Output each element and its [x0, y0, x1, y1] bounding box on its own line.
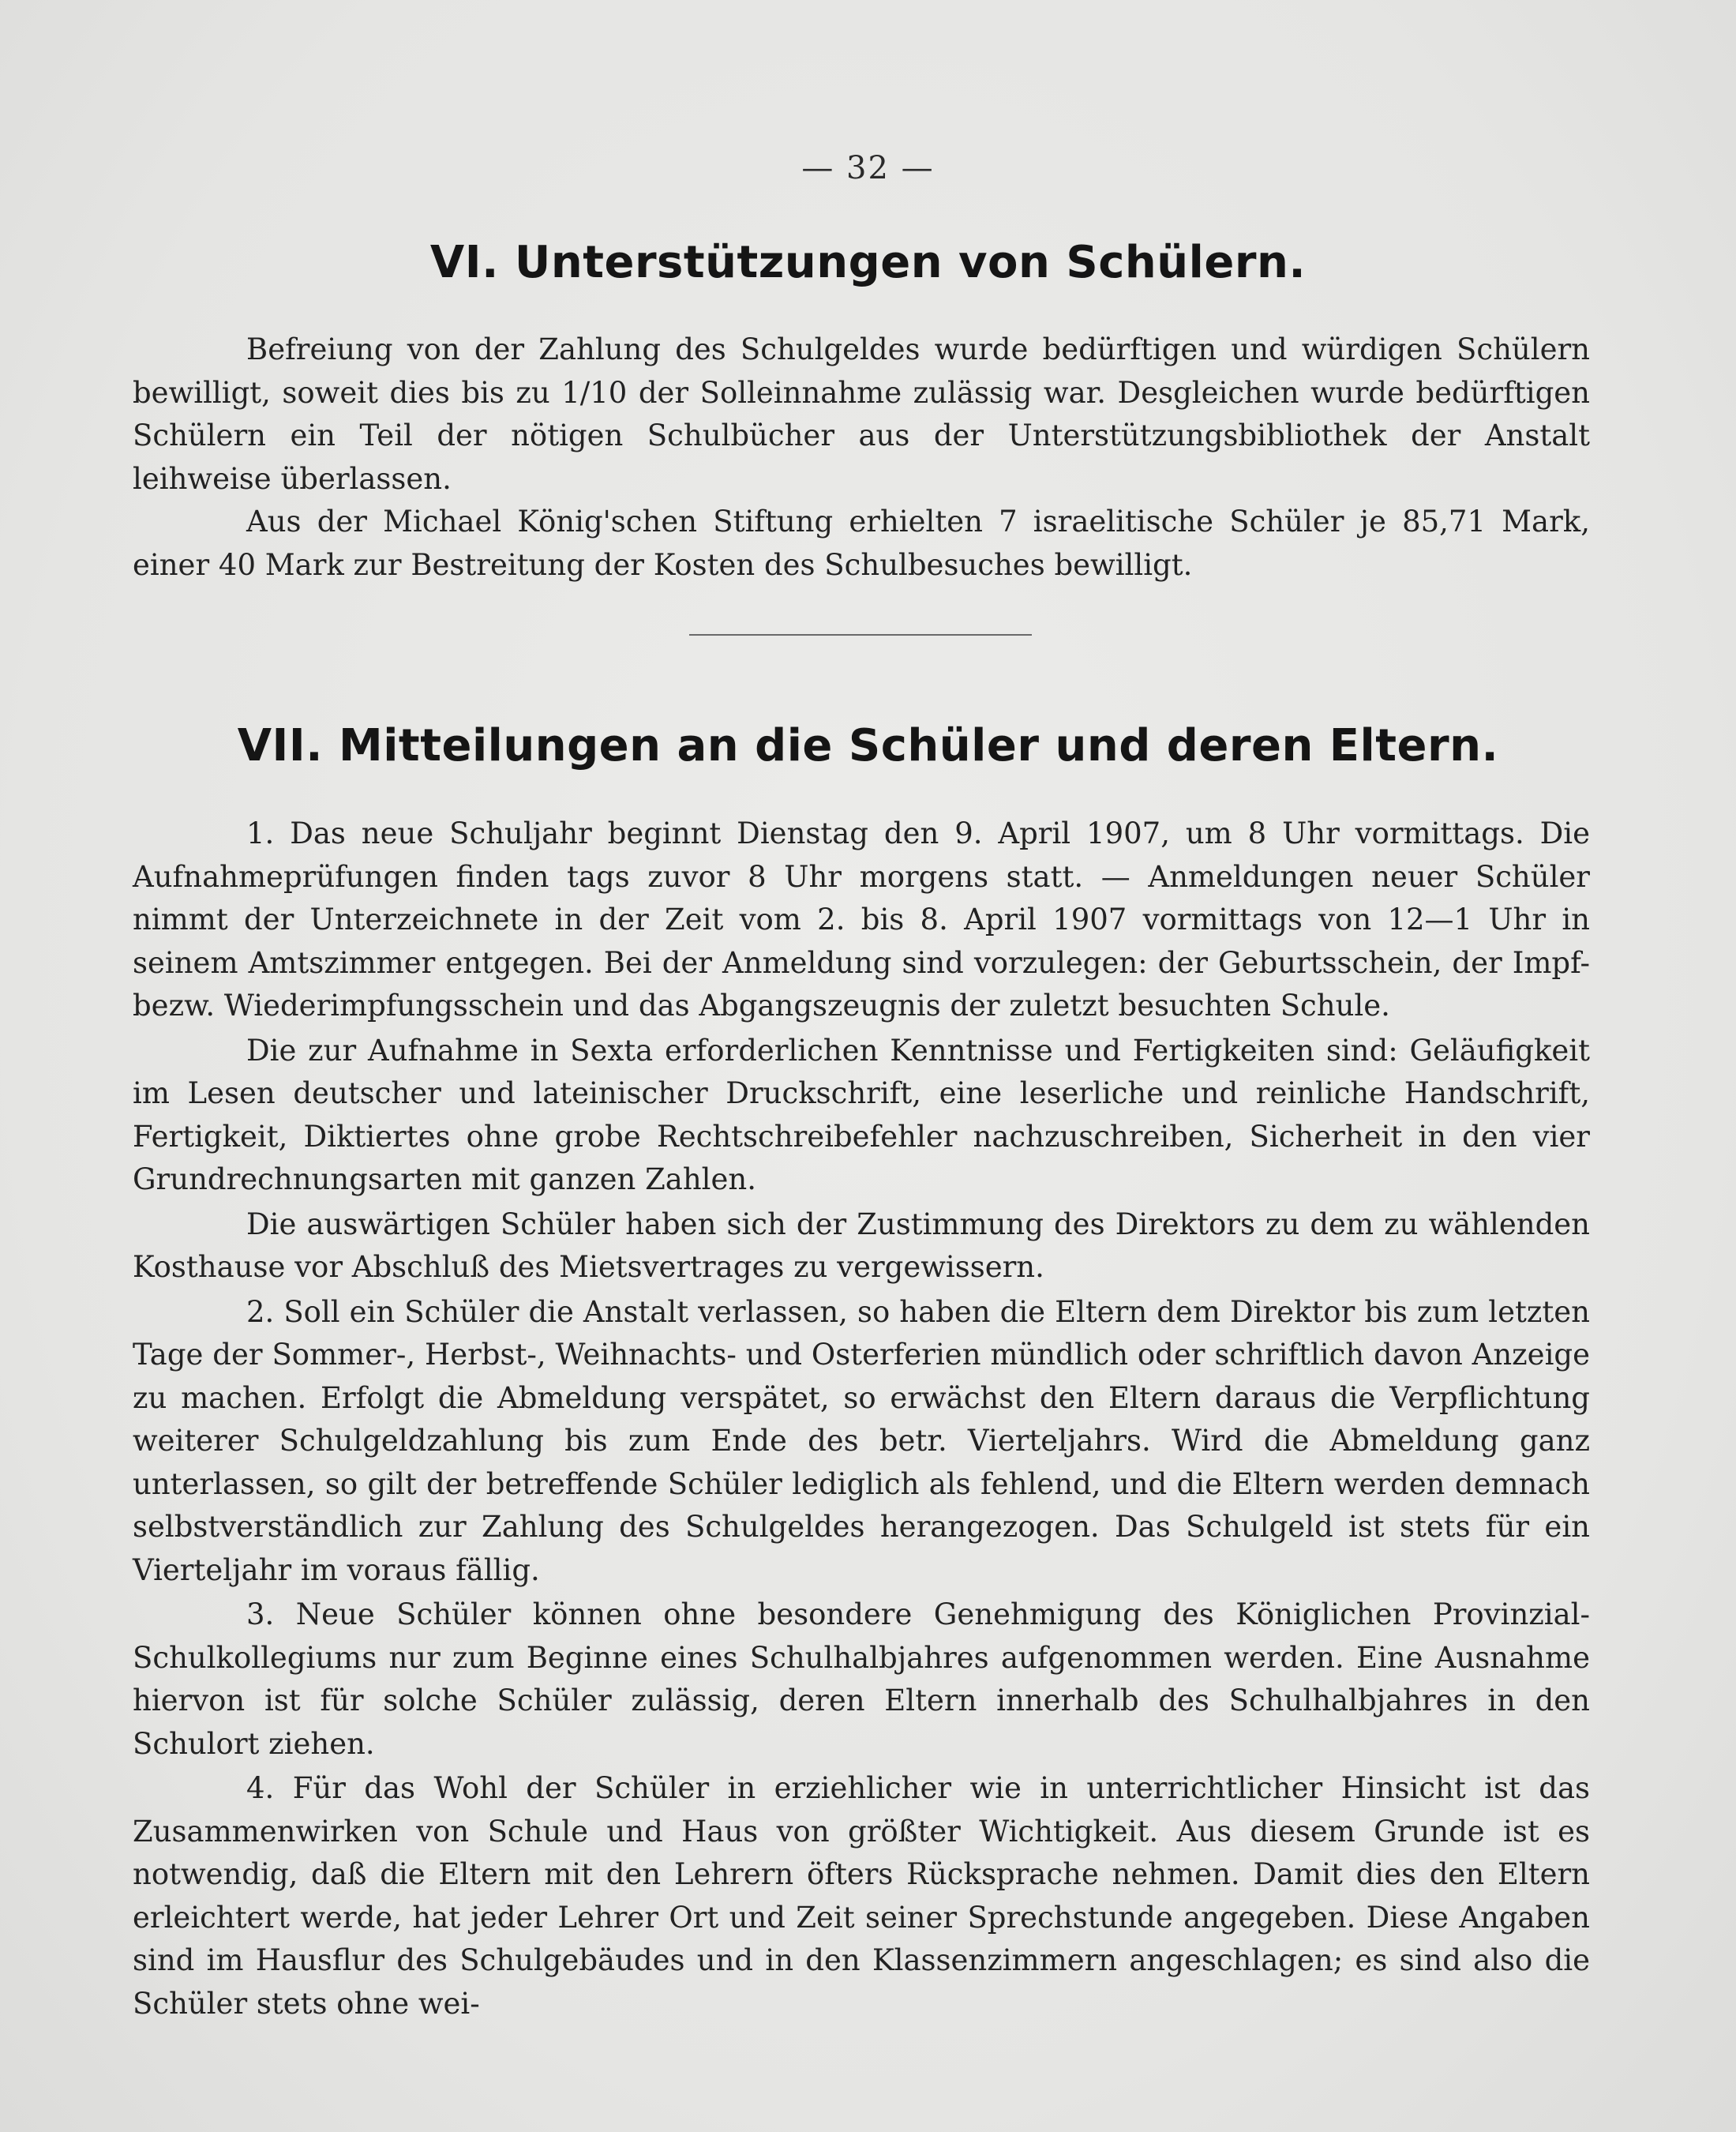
page-number: — 32 —	[801, 150, 935, 186]
section-vi-title: VI. Unterstützungen von Schülern.	[429, 237, 1307, 288]
paragraph: Die zur Aufnahme in Sexta erforderlichen Kenntnisse und Fertigkeiten sind: Geläufigkeit im Lesen deutscher und lateinischer Druckschrift, eine leserliche und reinliche Handschrift, Fertigkeit, Diktiertes ohne grobe Rechtschreibefehler nachzuschreiben, Sicherheit in den vier Grundrechnungsarten mit ganzen Zahlen.	[133, 1033, 1590, 1196]
paragraph: Befreiung von der Zahlung des Schulgeldes wurde bedürftigen und würdigen Schülern bewilligt, soweit dies bis zu 1/10 der Solleinnahme zulässig war. Desgleichen wurde bedürftigen Schülern ein Teil der nötigen Schulbücher aus der Unterstützungsbibliothek der Anstalt leihweise überlassen.	[133, 332, 1590, 496]
section-divider	[689, 634, 1032, 636]
paragraph: Die auswärtigen Schüler haben sich der Zustimmung des Direktors zu dem zu wählenden Kosthause vor Abschluß des Mietsvertrages zu vergewissern.	[133, 1207, 1590, 1284]
paragraph: 1. Das neue Schuljahr beginnt Dienstag den 9. April 1907, um 8 Uhr vormittags. Die Aufnahmeprüfungen finden tags zuvor 8 Uhr morgens statt. — Anmeldungen neuer Schüler nimmt der Unterzeichnete in der Zeit vom 2. bis 8. April 1907 vormittags von 12—1 Uhr in seinem Amtszimmer entgegen. Bei der Anmeldung sind vorzulegen: der Geburtsschein, der Impf- bezw. Wiederimpfungsschein und das Abgangszeugnis der zuletzt besuchten Schule.	[133, 816, 1590, 1023]
section-vii-body	[133, 813, 1590, 2027]
section-vii-title: VII. Mitteilungen an die Schüler und deren Eltern.	[237, 720, 1499, 771]
paragraph: 3. Neue Schüler können ohne besondere Genehmigung des Königlichen Provinzial-Schulkollegiums nur zum Beginne eines Schulhalbjahres aufgenommen werden. Eine Ausnahme hiervon ist für solche Schüler zulässig, deren Eltern innerhalb des Schulhalbjahres in den Schulort ziehen.	[133, 1597, 1590, 1761]
section-vi-body	[133, 328, 1590, 587]
paragraph: 2. Soll ein Schüler die Anstalt verlassen, so haben die Eltern dem Direktor bis zum letzten Tage der Sommer-, Herbst-, Weihnachts- und Osterferien mündlich oder schriftlich davon Anzeige zu machen. Erfolgt die Abmeldung verspätet, so erwächst den Eltern daraus die Verpflichtung weiterer Schulgeldzahlung bis zum Ende des betr. Vierteljahrs. Wird die Abmeldung ganz unterlassen, so gilt der betreffende Schüler lediglich als fehlend, und die Eltern werden demnach selbstverständlich zur Zahlung des Schulgeldes herangezogen. Das Schulgeld ist stets für ein Vierteljahr im voraus fällig.	[133, 1294, 1590, 1587]
paragraph: 4. Für das Wohl der Schüler in erziehlicher wie in unterrichtlicher Hinsicht ist das Zusammenwirken von Schule und Haus von größter Wichtigkeit. Aus diesem Grunde ist es notwendig, daß die Eltern mit den Lehrern öfters Rücksprache nehmen. Damit dies den Eltern erleichtert werde, hat jeder Lehrer Ort und Zeit seiner Sprechstunde angegeben. Diese Angaben sind im Hausflur des Schulgebäudes und in den Klassenzimmern angeschlagen; es sind also die Schüler stets ohne wei-	[133, 1771, 1590, 2021]
paragraph: Aus der Michael König'schen Stiftung erhielten 7 israelitische Schüler je 85,71 Mark, einer 40 Mark zur Bestreitung der Kosten des Schulbesuches bewilligt.	[133, 505, 1590, 582]
